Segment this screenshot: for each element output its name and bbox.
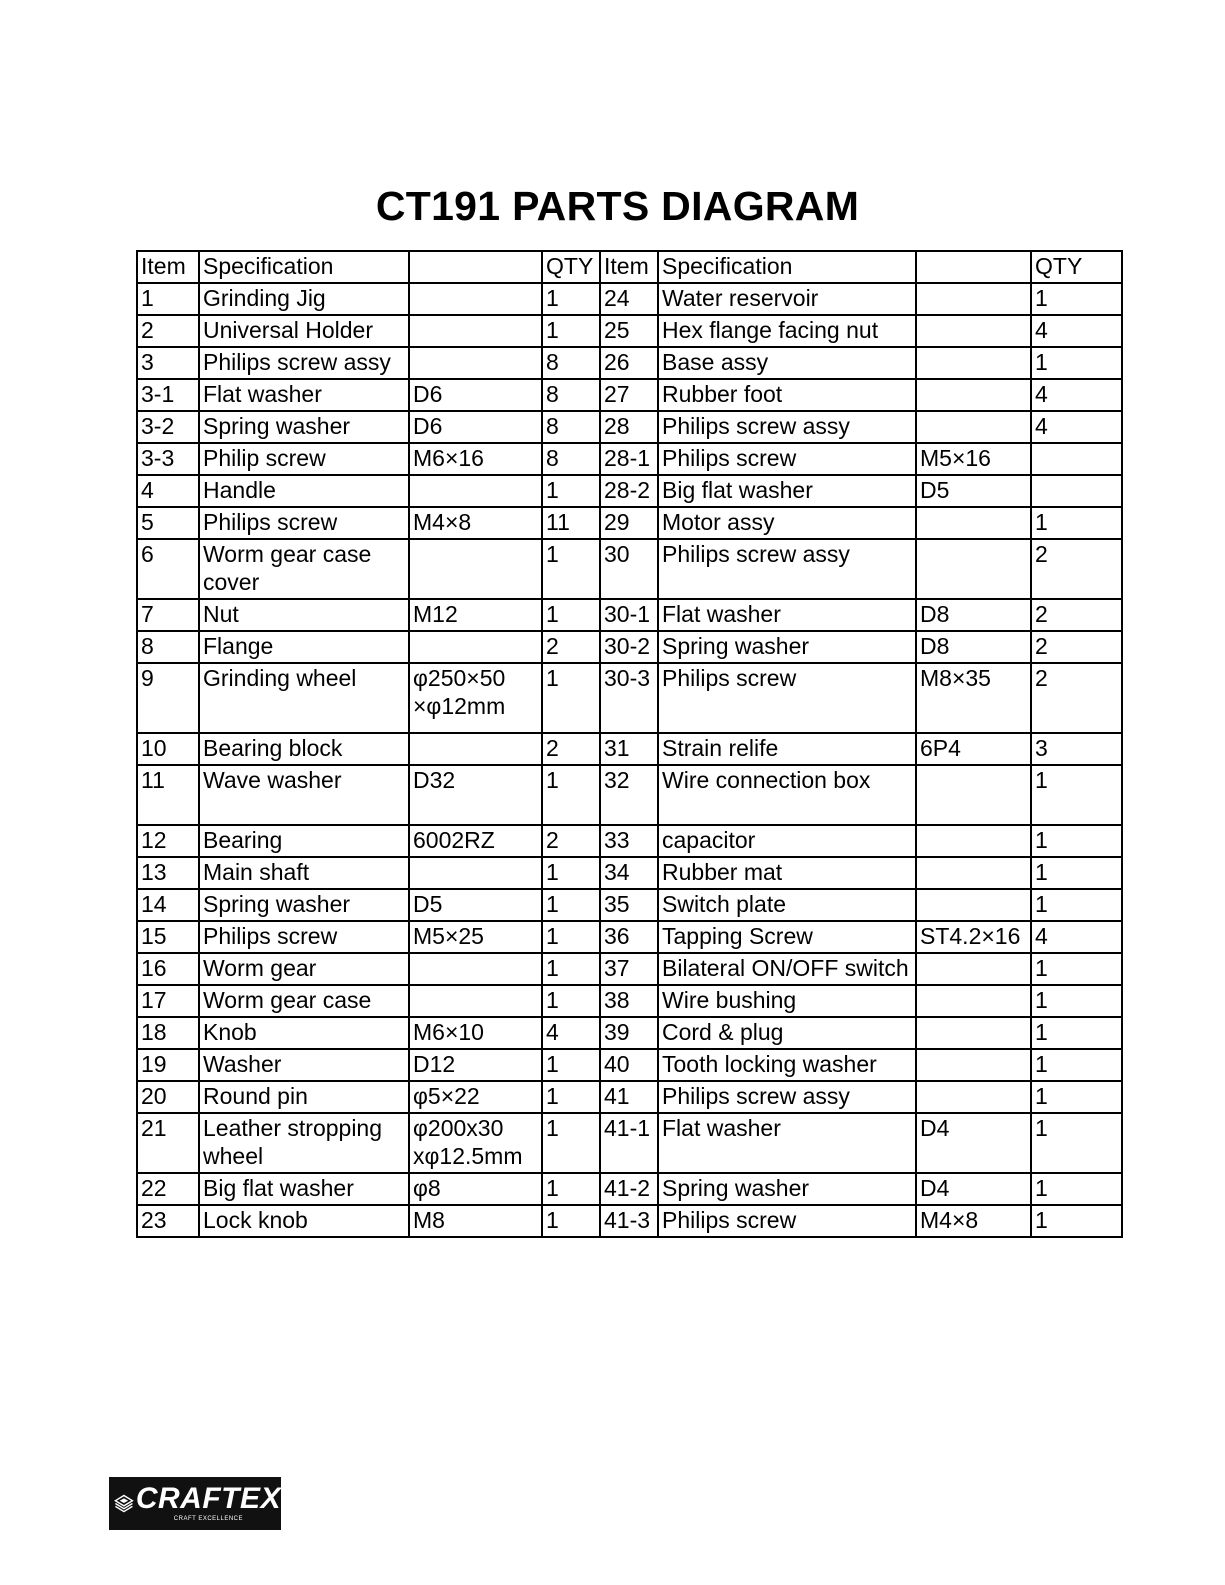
cell-qty: 3	[1031, 733, 1122, 765]
cell-qty: 2	[1031, 663, 1122, 733]
cell-size: M6×10	[409, 1017, 542, 1049]
table-row	[137, 953, 1122, 985]
cell-size: D5	[916, 475, 1031, 507]
cell-size: ST4.2×16	[916, 921, 1031, 953]
cell-specification: Philips screw	[658, 1205, 916, 1237]
cell-specification: Philips screw	[199, 507, 409, 539]
cell-size	[409, 539, 542, 599]
cell-size	[916, 1081, 1031, 1113]
table-row	[137, 1049, 1122, 1081]
cell-size: M12	[409, 599, 542, 631]
cell-specification: Knob	[199, 1017, 409, 1049]
cell-specification: Motor assy	[658, 507, 916, 539]
cell-qty: 1	[542, 539, 600, 599]
cell-item-number: 23	[137, 1205, 199, 1237]
cell-item-number: 12	[137, 825, 199, 857]
cell-specification: Flange	[199, 631, 409, 663]
cell-size: M4×8	[916, 1205, 1031, 1237]
cell-specification: Spring washer	[199, 889, 409, 921]
cell-item-number: 34	[600, 857, 658, 889]
cell-specification: Philips screw	[658, 443, 916, 475]
cell-size	[409, 283, 542, 315]
cell-size	[916, 379, 1031, 411]
cell-specification: Wire bushing	[658, 985, 916, 1017]
cell-size: D8	[916, 599, 1031, 631]
cell-qty: 1	[542, 663, 600, 733]
cell-size	[409, 733, 542, 765]
cell-qty: 1	[542, 475, 600, 507]
cell-item-number: 30-3	[600, 663, 658, 733]
cell-qty: 2	[542, 825, 600, 857]
cell-qty: 1	[542, 921, 600, 953]
cell-specification: Spring washer	[658, 1173, 916, 1205]
cell-specification: Bilateral ON/OFF switch	[658, 953, 916, 985]
logo-tagline: CRAFT EXCELLENCE	[173, 1516, 244, 1522]
cell-specification: Spring washer	[658, 631, 916, 663]
cell-size: M6×16	[409, 443, 542, 475]
cell-size: D4	[916, 1113, 1031, 1173]
cell-qty	[1031, 475, 1122, 507]
cell-size	[409, 857, 542, 889]
cell-size	[409, 985, 542, 1017]
cell-specification: Spring washer	[199, 411, 409, 443]
cell-specification: Worm gear case cover	[199, 539, 409, 599]
cell-size: 6002RZ	[409, 825, 542, 857]
cell-size	[916, 857, 1031, 889]
cell-item-number: 20	[137, 1081, 199, 1113]
cell-specification: Wire connection box	[658, 765, 916, 825]
cell-specification: Philips screw assy	[658, 539, 916, 599]
cell-item-number: 28-1	[600, 443, 658, 475]
cell-size	[916, 507, 1031, 539]
cell-specification: Switch plate	[658, 889, 916, 921]
table-row	[137, 1173, 1122, 1205]
cell-item-number: 4	[137, 475, 199, 507]
cell-item-number: 37	[600, 953, 658, 985]
cell-qty: 4	[1031, 379, 1122, 411]
cell-size: D6	[409, 379, 542, 411]
cell-specification: Worm gear	[199, 953, 409, 985]
cell-item-number: 41-2	[600, 1173, 658, 1205]
table-row	[137, 315, 1122, 347]
header-size	[916, 251, 1031, 283]
cell-specification: Bearing block	[199, 733, 409, 765]
cell-item-number: 30	[600, 539, 658, 599]
cell-size	[916, 953, 1031, 985]
cell-qty: 1	[1031, 825, 1122, 857]
cell-size	[409, 475, 542, 507]
cell-qty: 1	[1031, 347, 1122, 379]
cell-item-number: 3-2	[137, 411, 199, 443]
cell-size	[916, 1049, 1031, 1081]
header-size	[409, 251, 542, 283]
cell-qty: 1	[542, 765, 600, 825]
cell-specification: Philips screw	[199, 921, 409, 953]
cell-specification: Philips screw	[658, 663, 916, 733]
table-row	[137, 857, 1122, 889]
cell-qty: 8	[542, 347, 600, 379]
table-row	[137, 1081, 1122, 1113]
cell-specification: Cord & plug	[658, 1017, 916, 1049]
cell-qty: 1	[542, 1205, 600, 1237]
table-row	[137, 1017, 1122, 1049]
cell-specification: capacitor	[658, 825, 916, 857]
cell-size	[409, 347, 542, 379]
cell-specification: Rubber foot	[658, 379, 916, 411]
cell-item-number: 41	[600, 1081, 658, 1113]
table-row	[137, 411, 1122, 443]
cell-item-number: 3-1	[137, 379, 199, 411]
cell-item-number: 1	[137, 283, 199, 315]
cell-qty: 1	[542, 889, 600, 921]
cell-specification: Lock knob	[199, 1205, 409, 1237]
cell-size	[409, 631, 542, 663]
cell-qty: 4	[1031, 411, 1122, 443]
cell-specification: Grinding wheel	[199, 663, 409, 733]
table-row	[137, 283, 1122, 315]
cell-qty: 1	[1031, 857, 1122, 889]
cell-qty: 1	[1031, 1017, 1122, 1049]
cell-qty: 2	[542, 733, 600, 765]
cell-qty: 1	[542, 1173, 600, 1205]
cell-item-number: 3	[137, 347, 199, 379]
cell-item-number: 31	[600, 733, 658, 765]
cell-specification: Worm gear case	[199, 985, 409, 1017]
cell-specification: Grinding Jig	[199, 283, 409, 315]
cell-specification: Hex flange facing nut	[658, 315, 916, 347]
cell-item-number: 18	[137, 1017, 199, 1049]
cell-size: M5×16	[916, 443, 1031, 475]
cell-specification: Leather stropping wheel	[199, 1113, 409, 1173]
cell-item-number: 41-3	[600, 1205, 658, 1237]
cell-size: D6	[409, 411, 542, 443]
cell-qty: 4	[1031, 315, 1122, 347]
cell-size	[916, 765, 1031, 825]
cell-qty: 1	[1031, 1205, 1122, 1237]
cell-item-number: 2	[137, 315, 199, 347]
cell-specification: Washer	[199, 1049, 409, 1081]
cell-specification: Water reservoir	[658, 283, 916, 315]
cell-item-number: 5	[137, 507, 199, 539]
header-qty: QTY	[1031, 251, 1122, 283]
cell-size: D8	[916, 631, 1031, 663]
cell-item-number: 10	[137, 733, 199, 765]
table-row	[137, 765, 1122, 825]
cell-item-number: 7	[137, 599, 199, 631]
cell-qty: 1	[542, 857, 600, 889]
cell-qty: 1	[542, 985, 600, 1017]
logo-name: CRAFTEX	[135, 1482, 281, 1515]
cell-size: φ8	[409, 1173, 542, 1205]
cell-specification: Universal Holder	[199, 315, 409, 347]
cell-size	[916, 985, 1031, 1017]
cell-specification: Big flat washer	[199, 1173, 409, 1205]
cell-qty: 8	[542, 379, 600, 411]
cell-size: φ200x30 xφ12.5mm	[409, 1113, 542, 1173]
cell-specification: Strain relife	[658, 733, 916, 765]
cell-item-number: 24	[600, 283, 658, 315]
cell-size	[916, 283, 1031, 315]
cell-item-number: 14	[137, 889, 199, 921]
cell-specification: Philip screw	[199, 443, 409, 475]
table-row	[137, 631, 1122, 663]
cell-qty: 1	[1031, 953, 1122, 985]
cell-item-number: 16	[137, 953, 199, 985]
table-row	[137, 599, 1122, 631]
cell-size	[916, 889, 1031, 921]
cell-qty: 1	[542, 1049, 600, 1081]
cell-size: D32	[409, 765, 542, 825]
cell-item-number: 25	[600, 315, 658, 347]
cell-specification: Tooth locking washer	[658, 1049, 916, 1081]
cell-qty: 1	[1031, 1173, 1122, 1205]
header-qty: QTY	[542, 251, 600, 283]
cell-qty: 1	[542, 1113, 600, 1173]
cell-qty: 11	[542, 507, 600, 539]
cell-item-number: 38	[600, 985, 658, 1017]
cell-item-number: 30-1	[600, 599, 658, 631]
cell-specification: Philips screw assy	[199, 347, 409, 379]
cell-qty: 1	[1031, 765, 1122, 825]
cell-qty: 1	[542, 315, 600, 347]
cell-specification: Bearing	[199, 825, 409, 857]
cell-specification: Flat washer	[658, 1113, 916, 1173]
cell-item-number: 33	[600, 825, 658, 857]
cell-item-number: 8	[137, 631, 199, 663]
cell-qty: 1	[1031, 1113, 1122, 1173]
cell-size: 6P4	[916, 733, 1031, 765]
cell-item-number: 27	[600, 379, 658, 411]
table-row	[137, 889, 1122, 921]
cell-qty: 2	[1031, 599, 1122, 631]
cell-size	[916, 411, 1031, 443]
cell-item-number: 17	[137, 985, 199, 1017]
cell-item-number: 40	[600, 1049, 658, 1081]
header-item: Item	[600, 251, 658, 283]
cell-size	[409, 953, 542, 985]
cell-size: φ5×22	[409, 1081, 542, 1113]
table-row	[137, 1205, 1122, 1237]
cell-size	[916, 1017, 1031, 1049]
cell-size: M8×35	[916, 663, 1031, 733]
cell-item-number: 21	[137, 1113, 199, 1173]
table-row	[137, 733, 1122, 765]
cell-size: M5×25	[409, 921, 542, 953]
cell-item-number: 19	[137, 1049, 199, 1081]
cell-qty: 8	[542, 411, 600, 443]
cell-size: M4×8	[409, 507, 542, 539]
cell-qty: 1	[1031, 507, 1122, 539]
page-title: CT191 PARTS DIAGRAM	[375, 183, 860, 229]
cell-qty: 8	[542, 443, 600, 475]
cell-item-number: 30-2	[600, 631, 658, 663]
cell-item-number: 6	[137, 539, 199, 599]
cell-size	[916, 825, 1031, 857]
header-item: Item	[137, 251, 199, 283]
table-row	[137, 1113, 1122, 1173]
cell-specification: Tapping Screw	[658, 921, 916, 953]
table-row	[137, 379, 1122, 411]
cell-specification: Base assy	[658, 347, 916, 379]
parts-table	[136, 250, 1123, 1238]
header-specification: Specification	[199, 251, 409, 283]
cell-specification: Round pin	[199, 1081, 409, 1113]
cell-qty: 1	[542, 953, 600, 985]
cell-size: D12	[409, 1049, 542, 1081]
cell-size	[409, 315, 542, 347]
cell-specification: Handle	[199, 475, 409, 507]
cell-specification: Philips screw assy	[658, 1081, 916, 1113]
header-specification: Specification	[658, 251, 916, 283]
cell-qty: 1	[1031, 985, 1122, 1017]
table-row	[137, 921, 1122, 953]
table-row	[137, 507, 1122, 539]
table-row	[137, 663, 1122, 733]
cell-item-number: 32	[600, 765, 658, 825]
cell-item-number: 11	[137, 765, 199, 825]
table-row	[137, 985, 1122, 1017]
cell-item-number: 29	[600, 507, 658, 539]
cell-qty: 1	[542, 1081, 600, 1113]
cell-qty: 1	[1031, 1049, 1122, 1081]
cell-item-number: 3-3	[137, 443, 199, 475]
cell-item-number: 22	[137, 1173, 199, 1205]
cell-specification: Flat washer	[658, 599, 916, 631]
table-row	[137, 539, 1122, 599]
cell-specification: Philips screw assy	[658, 411, 916, 443]
cell-item-number: 41-1	[600, 1113, 658, 1173]
table-row	[137, 825, 1122, 857]
cell-specification: Rubber mat	[658, 857, 916, 889]
cell-specification: Main shaft	[199, 857, 409, 889]
cell-size	[916, 315, 1031, 347]
cell-qty: 1	[1031, 283, 1122, 315]
cell-qty: 2	[1031, 631, 1122, 663]
cell-specification: Flat washer	[199, 379, 409, 411]
cell-qty: 1	[1031, 1081, 1122, 1113]
craftex-logo	[109, 1477, 281, 1530]
cell-qty: 1	[542, 283, 600, 315]
table-row	[137, 443, 1122, 475]
cell-item-number: 26	[600, 347, 658, 379]
cell-qty: 4	[542, 1017, 600, 1049]
table-header-row	[137, 251, 1122, 283]
cell-specification: Big flat washer	[658, 475, 916, 507]
cell-specification: Nut	[199, 599, 409, 631]
cell-item-number: 15	[137, 921, 199, 953]
table-row	[137, 347, 1122, 379]
cell-qty	[1031, 443, 1122, 475]
cell-item-number: 9	[137, 663, 199, 733]
cell-size	[916, 347, 1031, 379]
cell-specification: Wave washer	[199, 765, 409, 825]
cell-size: D5	[409, 889, 542, 921]
table-row	[137, 475, 1122, 507]
cell-qty: 4	[1031, 921, 1122, 953]
craftex-emblem-icon	[114, 1483, 134, 1525]
cell-item-number: 35	[600, 889, 658, 921]
cell-item-number: 28	[600, 411, 658, 443]
cell-qty: 2	[542, 631, 600, 663]
cell-size: φ250×50 ×φ12mm	[409, 663, 542, 733]
cell-size: M8	[409, 1205, 542, 1237]
cell-size: D4	[916, 1173, 1031, 1205]
cell-size	[916, 539, 1031, 599]
cell-qty: 1	[1031, 889, 1122, 921]
cell-item-number: 28-2	[600, 475, 658, 507]
cell-qty: 2	[1031, 539, 1122, 599]
cell-item-number: 13	[137, 857, 199, 889]
cell-item-number: 39	[600, 1017, 658, 1049]
cell-qty: 1	[542, 599, 600, 631]
cell-item-number: 36	[600, 921, 658, 953]
